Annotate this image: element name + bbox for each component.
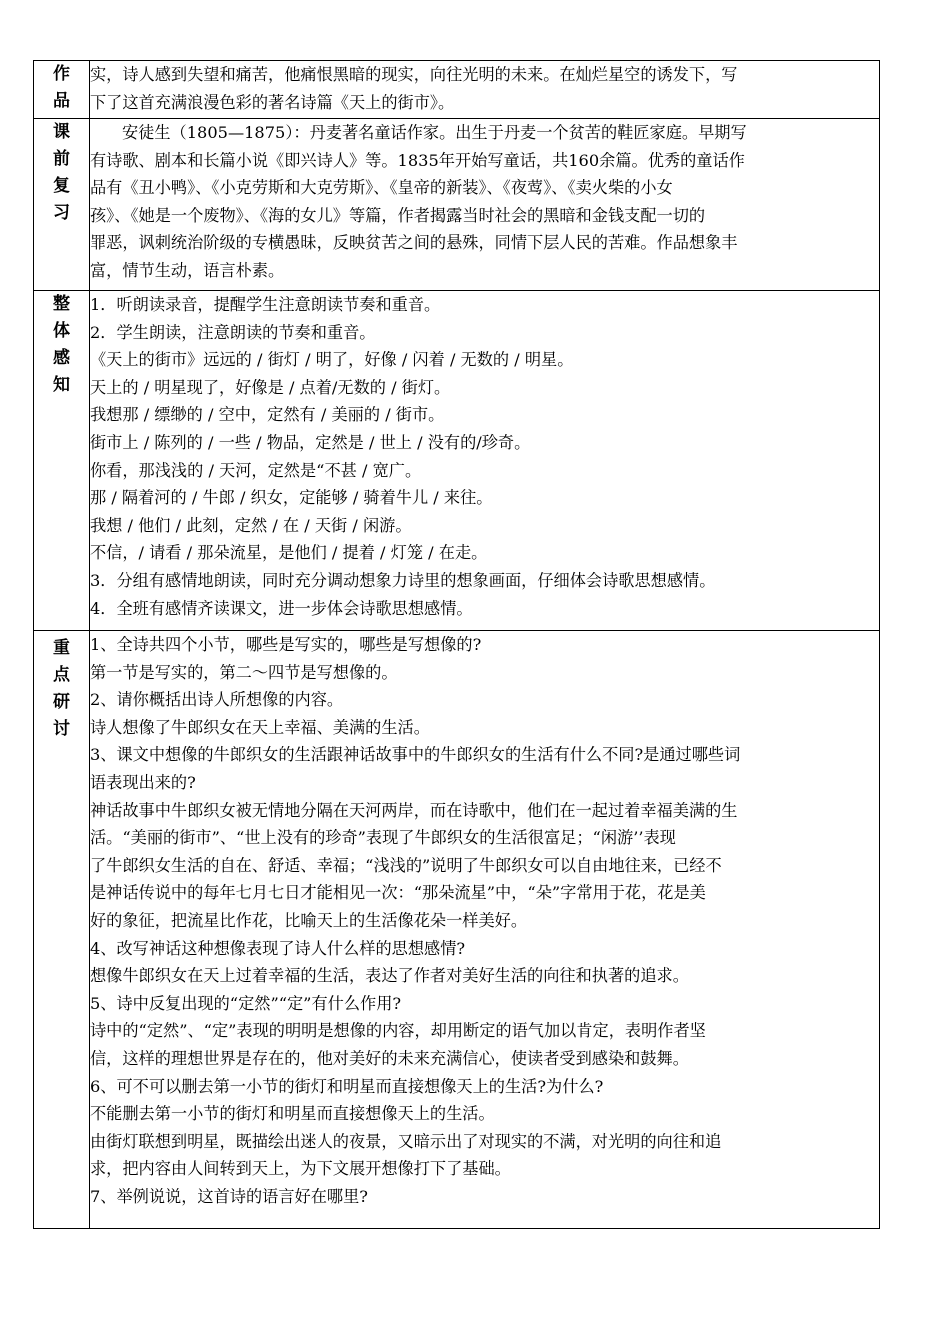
answer-line: 想像牛郎织女在天上过着幸福的生活，表达了作者对美好生活的向往和执著的追求。 bbox=[90, 966, 689, 986]
question-line: 6、可不可以删去第一小节的街灯和明星而直接想像天上的生活?为什么? bbox=[90, 1076, 604, 1096]
section-content-ztgz bbox=[90, 291, 880, 631]
label-char: 前 bbox=[53, 149, 70, 169]
section-label-ztgz bbox=[34, 291, 90, 631]
label-char: 课 bbox=[53, 122, 70, 142]
question-line: 3、课文中想像的牛郎织女的生活跟神话故事中的牛郎织女的生活有什么不同?是通过哪些词 bbox=[90, 745, 741, 765]
label-char: 感 bbox=[53, 348, 70, 368]
poem-line: 不信，/ 请看 / 那朵流星，是他们 / 提着 / 灯笼 / 在走。 bbox=[90, 543, 488, 563]
label-char: 知 bbox=[53, 375, 70, 395]
answer-line: 诗中的“定然”、“定”表现的明明是想像的内容，却用断定的语气加以肯定，表明作者坚 bbox=[90, 1021, 706, 1041]
row-ztgz bbox=[34, 291, 880, 631]
section-content-zdyt bbox=[90, 631, 880, 1229]
poem-line: 你看，那浅浅的 / 天河，定然是“不甚 / 宽广。 bbox=[90, 460, 422, 480]
answer-line: 不能删去第一小节的街灯和明星而直接想像天上的生活。 bbox=[90, 1104, 495, 1124]
text-line: 下了这首充满浪漫色彩的著名诗篇《天上的街市》。 bbox=[90, 92, 455, 112]
section-label-kqfx bbox=[34, 119, 90, 291]
section-label-zuopin bbox=[34, 61, 90, 119]
row-zdyt bbox=[34, 631, 880, 1229]
answer-line: 诗人想像了牛郎织女在天上幸福、美满的生活。 bbox=[90, 717, 430, 737]
poem-line: 街市上 / 陈列的 / 一些 / 物品，定然是 / 世上 / 没有的/珍奇。 bbox=[90, 432, 531, 452]
question-line: 7、举例说说，这首诗的语言好在哪里? bbox=[90, 1186, 368, 1206]
row-kqfx bbox=[34, 119, 880, 291]
text-line: 孩》、《她是一个废物》、《海的女儿》等篇，作者揭露当时社会的黑暗和金钱支配一切的 bbox=[90, 205, 706, 225]
text-line: 有诗歌、剧本和长篇小说《即兴诗人》等。1835年开始写童话，共160余篇。优秀的童话作 bbox=[90, 150, 745, 170]
section-content-kqfx bbox=[90, 119, 880, 291]
text-line: 4．全班有感情齐读课文，进一步体会诗歌思想感情。 bbox=[90, 598, 473, 618]
section-content-zuopin bbox=[90, 61, 880, 119]
label-char: 整 bbox=[53, 294, 70, 314]
poem-line: 我想 / 他们 / 此刻，定然 / 在 / 天街 / 闲游。 bbox=[90, 515, 412, 535]
text-line: 罪恶，讽刺统治阶级的专横愚昧，反映贫苦之间的悬殊，同情下层人民的苦难。作品想象丰 bbox=[90, 233, 738, 253]
row-zuopin bbox=[34, 61, 880, 119]
poem-line: 天上的 / 明星现了，好像是 / 点着/无数的 / 街灯。 bbox=[90, 377, 451, 397]
question-line: 2、请你概括出诗人所想像的内容。 bbox=[90, 690, 344, 710]
label-char: 复 bbox=[53, 176, 70, 196]
answer-line: 好的象征，把流星比作花，比喻天上的生活像花朵一样美好。 bbox=[90, 910, 528, 930]
answer-line: 活。“美丽的街市”、“世上没有的珍奇”表现了牛郎织女的生活很富足；“闲游’’表现 bbox=[90, 828, 676, 848]
lesson-plan-table bbox=[33, 60, 880, 1229]
question-line: 4、改写神话这种想像表现了诗人什么样的思想感情? bbox=[90, 938, 466, 958]
answer-line: 由街灯联想到明星，既描绘出迷人的夜景，又暗示出了对现实的不满，对光明的向往和追 bbox=[90, 1131, 722, 1151]
text-line: 实，诗人感到失望和痛苦，他痛恨黑暗的现实，向往光明的未来。在灿烂星空的诱发下，写 bbox=[90, 65, 738, 84]
text-line: 富，情节生动，语言朴素。 bbox=[90, 260, 285, 280]
label-char: 习 bbox=[53, 203, 70, 223]
poem-line: 我想那 / 缥缈的 / 空中，定然有 / 美丽的 / 街市。 bbox=[90, 405, 445, 425]
label-char: 品 bbox=[53, 91, 70, 111]
text-line: 2．学生朗读，注意朗读的节奏和重音。 bbox=[90, 322, 376, 342]
answer-line: 求，把内容由人间转到天上，为下文展开想像打下了基础。 bbox=[90, 1159, 511, 1179]
question-line: 1、全诗共四个小节，哪些是写实的，哪些是写想像的? bbox=[90, 635, 482, 654]
label-char: 点 bbox=[53, 665, 70, 685]
answer-line: 是神话传说中的每年七月七日才能相见一次：“那朵流星”中，“朵”字常用于花，花是美 bbox=[90, 883, 706, 903]
answer-line: 神话故事中牛郎织女被无情地分隔在天河两岸，而在诗歌中，他们在一起过着幸福美满的生 bbox=[90, 800, 738, 820]
label-char: 体 bbox=[53, 321, 70, 341]
text-line: 安徒生（1805—1875）：丹麦著名童话作家。出生于丹麦一个贫苦的鞋匠家庭。早期写 bbox=[122, 123, 747, 142]
poem-line: 《天上的街市》远远的 / 街灯 / 明了，好像 / 闪着 / 无数的 / 明星。 bbox=[90, 350, 574, 370]
label-char: 讨 bbox=[53, 719, 70, 739]
question-line: 5、诗中反复出现的“定然”“定”有什么作用? bbox=[90, 993, 402, 1013]
section-label-zdyt bbox=[34, 631, 90, 1229]
text-line: 品有《丑小鸭》、《小克劳斯和大克劳斯》、《皇帝的新装》、《夜莺》、《卖火柴的小女 bbox=[90, 178, 673, 198]
label-char: 研 bbox=[53, 692, 70, 712]
poem-line: 那 / 隔着河的 / 牛郎 / 织女，定能够 / 骑着牛儿 / 来往。 bbox=[90, 488, 493, 508]
text-line: 3．分组有感情地朗读，同时充分调动想象力诗里的想象画面，仔细体会诗歌思想感情。 bbox=[90, 570, 716, 590]
label-char: 重 bbox=[53, 638, 70, 658]
label-char: 作 bbox=[53, 64, 70, 84]
answer-line: 第一节是写实的，第二～四节是写想像的。 bbox=[90, 662, 398, 682]
question-line: 语表现出来的? bbox=[90, 772, 196, 792]
answer-line: 了牛郎织女生活的自在、舒适、幸福；“浅浅的”说明了牛郎织女可以自由地往来，已经不 bbox=[90, 855, 722, 875]
answer-line: 信，这样的理想世界是存在的，他对美好的未来充满信心，使读者受到感染和鼓舞。 bbox=[90, 1048, 689, 1068]
text-line: 1．听朗读录音，提醒学生注意朗读节奏和重音。 bbox=[90, 295, 441, 314]
